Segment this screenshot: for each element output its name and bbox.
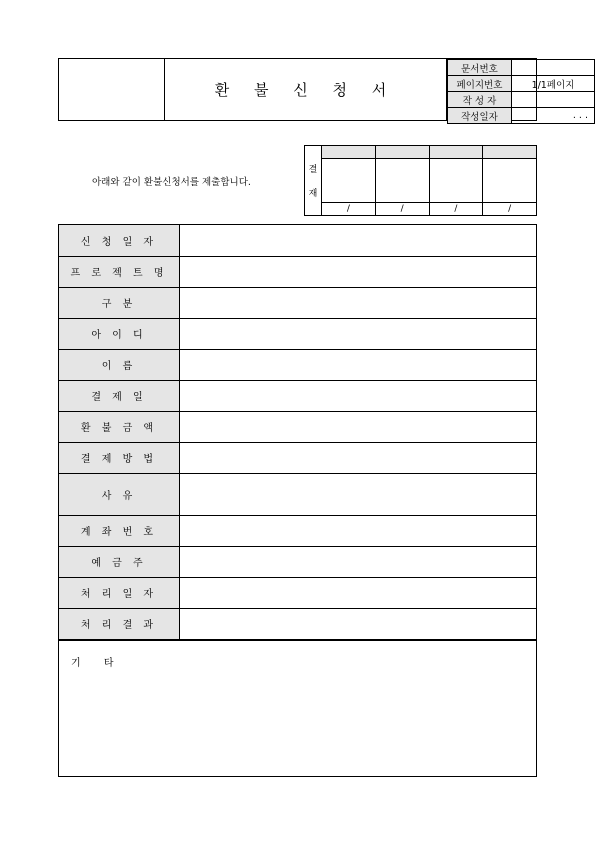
field-label: 신 청 일 자 [59,225,180,256]
field-value[interactable] [180,473,537,515]
meta-label: 페이지번호 [448,76,512,92]
field-value[interactable] [180,546,537,577]
refund-form [58,224,537,641]
form-row-process-result [59,608,536,639]
meta-label: 작성일자 [448,108,512,124]
field-value[interactable] [180,515,537,546]
approval-title-cell[interactable] [376,146,429,159]
field-value[interactable] [180,411,537,442]
form-row-payment-date [59,380,536,411]
field-value[interactable] [180,577,537,608]
field-value[interactable] [180,380,537,411]
form-row-payment-method [59,442,536,473]
approval-title-cell[interactable] [430,146,483,159]
form-row-process-date [59,577,536,608]
approval-side-label [305,146,322,215]
approval-date-cell[interactable]: / [400,204,404,214]
meta-row-page-number [448,76,595,92]
meta-label: 문서번호 [448,60,512,76]
field-label: 결 제 방 법 [59,442,180,473]
field-value[interactable] [180,287,537,318]
remarks-area[interactable] [58,641,537,777]
field-label: 처 리 결 과 [59,608,180,639]
field-value[interactable] [180,608,537,639]
field-label: 구 분 [59,287,180,318]
meta-row-author [448,92,595,108]
approval-date-cell[interactable]: / [454,204,458,214]
document-header [58,58,588,123]
form-row-name [59,349,536,380]
field-label: 예 금 주 [59,546,180,577]
field-label: 이 름 [59,349,180,380]
approval-block [304,145,537,216]
field-label: 프 로 젝 트 명 [59,256,180,287]
approval-column [376,146,430,215]
form-row-project-name [59,256,536,287]
approval-side-bottom: 재 [308,189,318,200]
logo-area [59,59,165,120]
field-label: 결 제 일 [59,380,180,411]
field-label: 아 이 디 [59,318,180,349]
approval-column [430,146,484,215]
submission-statement: 아래와 같이 환불신청서를 제출합니다. [92,177,251,188]
form-row-account-number [59,515,536,546]
form-row-category [59,287,536,318]
field-label: 환 불 금 액 [59,411,180,442]
approval-column [322,146,376,215]
approval-sign-cell[interactable] [376,159,429,203]
approval-side-top: 결 [308,164,318,175]
document-title: 환 불 신 청 서 [165,59,447,120]
field-value[interactable] [180,318,537,349]
field-value[interactable] [180,349,537,380]
meta-value[interactable] [511,60,594,76]
meta-label: 작 성 자 [448,92,512,108]
approval-sign-cell[interactable] [322,159,375,203]
meta-row-doc-number [448,60,595,76]
field-label: 처 리 일 자 [59,577,180,608]
form-row-reason [59,473,536,515]
approval-sign-cell[interactable] [483,159,536,203]
meta-row-date [448,108,595,124]
field-value[interactable] [180,256,537,287]
field-value[interactable] [180,225,537,256]
form-row-user-id [59,318,536,349]
field-label: 사 유 [59,473,180,515]
approval-date-cell[interactable]: / [508,204,512,214]
form-row-refund-amount [59,411,536,442]
field-label: 계 좌 번 호 [59,515,180,546]
document-meta [447,59,588,123]
field-value[interactable] [180,442,537,473]
approval-title-cell[interactable] [483,146,536,159]
meta-value[interactable] [511,92,594,108]
approval-column [483,146,536,215]
remarks-label: 기 타 [71,658,124,669]
approval-date-cell[interactable]: / [346,204,350,214]
meta-value[interactable]: . . . [511,108,594,124]
meta-value[interactable]: 1/1페이지 [511,76,594,92]
approval-title-cell[interactable] [322,146,375,159]
approval-sign-cell[interactable] [430,159,483,203]
form-row-application-date [59,225,536,256]
form-row-account-holder [59,546,536,577]
